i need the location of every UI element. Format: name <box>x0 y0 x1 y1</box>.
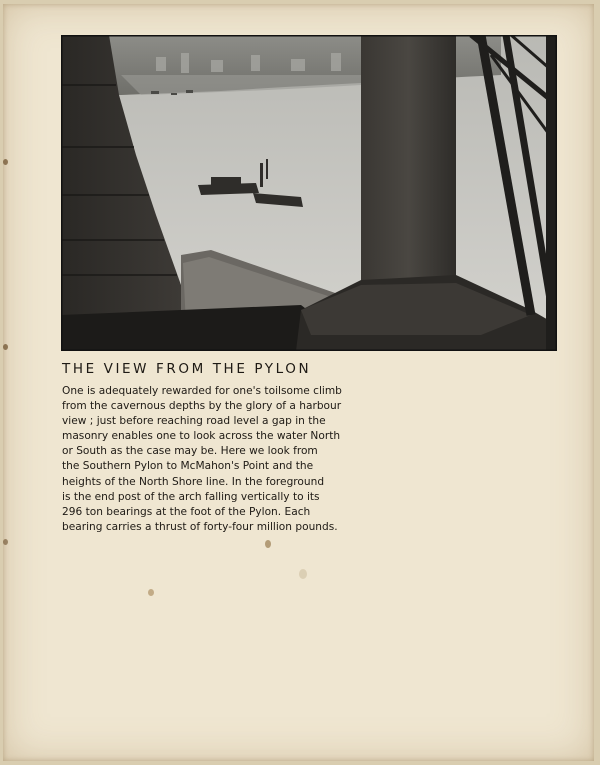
body-line: from the cavernous depths by the glory of a harbour <box>62 400 342 413</box>
body-line: masonry enables one to look across the water North <box>62 430 341 443</box>
body-line: is the end post of the arch falling vertically to its <box>62 490 320 503</box>
paper-stain <box>3 539 8 545</box>
document-page <box>3 4 594 761</box>
body-line: One is adequately rewarded for one's toilsome climb <box>62 385 342 397</box>
paper-stain <box>265 540 271 548</box>
paper-stain <box>3 159 8 165</box>
body-line: the Southern Pylon to McMahon's Point and the <box>62 460 314 473</box>
body-line: view ; just before reaching road level a gap in the <box>62 415 326 428</box>
paper-stain <box>3 344 8 350</box>
harbour-photograph <box>61 35 557 351</box>
article-body <box>62 384 367 535</box>
paper-stain <box>299 569 307 579</box>
paper-stain <box>148 589 154 596</box>
body-line: bearing carries a thrust of forty-four million pounds. <box>62 520 338 533</box>
body-line: or South as the case may be. Here we look from <box>62 445 318 458</box>
body-line: heights of the North Shore line. In the foreground <box>62 475 325 488</box>
article-heading: THE VIEW FROM THE PYLON <box>62 361 312 377</box>
body-line: 296 ton bearings at the foot of the Pylon. Each <box>62 505 311 518</box>
photo-illustration <box>61 35 557 351</box>
